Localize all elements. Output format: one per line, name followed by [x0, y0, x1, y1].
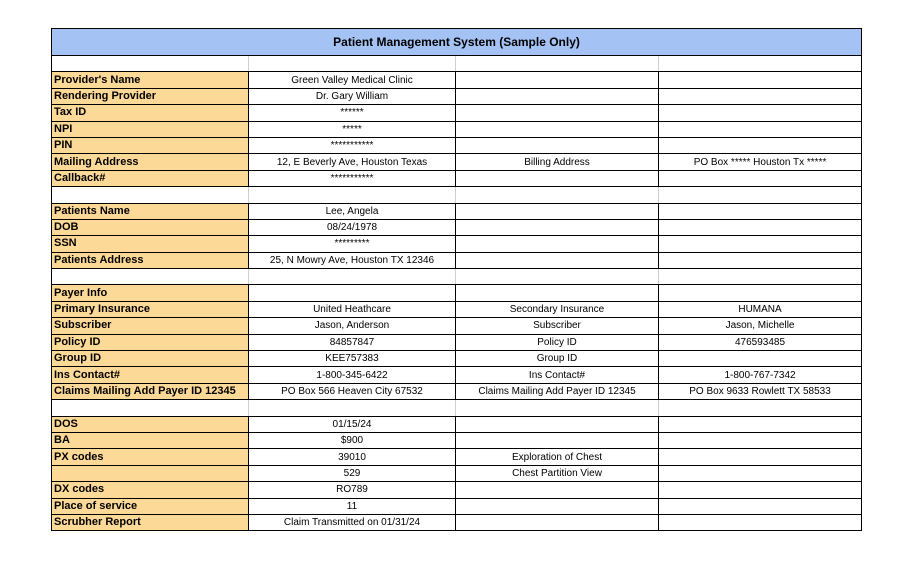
payer-info-label[interactable]: Payer Info	[52, 285, 249, 301]
secondary-policy-id-value[interactable]: 476593485	[659, 334, 862, 350]
empty-cell[interactable]	[249, 56, 456, 72]
empty-cell[interactable]	[456, 498, 659, 514]
table-row	[52, 170, 862, 186]
spreadsheet	[51, 28, 862, 531]
billing-address-value[interactable]: PO Box ***** Houston Tx *****	[659, 154, 862, 170]
empty-cell[interactable]	[659, 137, 862, 153]
empty-cell[interactable]	[456, 170, 659, 186]
scrubber-report-value[interactable]: Claim Transmitted on 01/31/24	[249, 514, 456, 530]
table-row	[52, 318, 862, 334]
table-row	[52, 285, 862, 301]
empty-cell[interactable]	[659, 449, 862, 465]
dos-value[interactable]: 01/15/24	[249, 416, 456, 432]
policy-id-label[interactable]: Policy ID	[52, 334, 249, 350]
empty-cell[interactable]	[659, 187, 862, 203]
secondary-ins-contact-label[interactable]: Ins Contact#	[456, 367, 659, 383]
tax-id-label[interactable]: Tax ID	[52, 105, 249, 121]
table-row	[52, 416, 862, 432]
table-row	[52, 334, 862, 350]
empty-cell[interactable]	[456, 121, 659, 137]
scrubber-report-label[interactable]: Scrubher Report	[52, 514, 249, 530]
secondary-claims-mailing-label[interactable]: Claims Mailing Add Payer ID 12345	[456, 383, 659, 399]
empty-row	[52, 269, 862, 285]
table-row	[52, 236, 862, 252]
empty-cell[interactable]	[456, 203, 659, 219]
secondary-claims-mailing-value[interactable]: PO Box 9633 Rowlett TX 58533	[659, 383, 862, 399]
table-row	[52, 432, 862, 448]
patients-name-value[interactable]: Lee, Angela	[249, 203, 456, 219]
claims-mailing-label[interactable]: Claims Mailing Add Payer ID 12345	[52, 383, 249, 399]
table-row	[52, 252, 862, 268]
empty-cell[interactable]	[659, 482, 862, 498]
empty-cell[interactable]	[456, 514, 659, 530]
ins-contact-label[interactable]: Ins Contact#	[52, 367, 249, 383]
empty-cell[interactable]	[456, 88, 659, 104]
policy-id-value[interactable]: 84857847	[249, 334, 456, 350]
rendering-provider-label[interactable]: Rendering Provider	[52, 88, 249, 104]
empty-cell[interactable]	[456, 252, 659, 268]
pin-value[interactable]: ***********	[249, 137, 456, 153]
sheet-title[interactable]: Patient Management System (Sample Only)	[52, 29, 862, 56]
patients-name-label[interactable]: Patients Name	[52, 203, 249, 219]
title-row	[52, 29, 862, 56]
mailing-address-label[interactable]: Mailing Address	[52, 154, 249, 170]
empty-cell[interactable]	[659, 514, 862, 530]
npi-value[interactable]: *****	[249, 121, 456, 137]
empty-cell[interactable]	[456, 236, 659, 252]
table-row	[52, 367, 862, 383]
group-id-value[interactable]: KEE757383	[249, 351, 456, 367]
table-row	[52, 482, 862, 498]
empty-cell[interactable]	[456, 137, 659, 153]
empty-cell[interactable]	[659, 400, 862, 416]
ba-label[interactable]: BA	[52, 432, 249, 448]
subscriber-label[interactable]: Subscriber	[52, 318, 249, 334]
table-row	[52, 219, 862, 235]
empty-cell[interactable]	[659, 269, 862, 285]
callback-value[interactable]: ***********	[249, 170, 456, 186]
px-code-value[interactable]: 529	[249, 465, 456, 481]
px-code-description[interactable]: Exploration of Chest	[456, 449, 659, 465]
secondary-insurance-label[interactable]: Secondary Insurance	[456, 301, 659, 317]
empty-cell[interactable]	[456, 482, 659, 498]
secondary-ins-contact-value[interactable]: 1-800-767-7342	[659, 367, 862, 383]
empty-cell[interactable]	[456, 285, 659, 301]
empty-cell[interactable]	[456, 432, 659, 448]
pin-label[interactable]: PIN	[52, 137, 249, 153]
empty-cell[interactable]	[659, 432, 862, 448]
table-row	[52, 105, 862, 121]
empty-cell[interactable]	[659, 170, 862, 186]
empty-cell[interactable]	[659, 121, 862, 137]
npi-label[interactable]: NPI	[52, 121, 249, 137]
empty-row	[52, 187, 862, 203]
empty-cell[interactable]	[659, 285, 862, 301]
empty-cell[interactable]	[659, 498, 862, 514]
empty-cell[interactable]	[659, 105, 862, 121]
claims-mailing-value[interactable]: PO Box 566 Heaven City 67532	[249, 383, 456, 399]
primary-insurance-label[interactable]: Primary Insurance	[52, 301, 249, 317]
empty-cell[interactable]	[249, 269, 456, 285]
empty-cell[interactable]	[249, 285, 456, 301]
mailing-address-value[interactable]: 12, E Beverly Ave, Houston Texas	[249, 154, 456, 170]
ba-value[interactable]: $900	[249, 432, 456, 448]
empty-row	[52, 56, 862, 72]
empty-label-cell[interactable]	[52, 465, 249, 481]
empty-cell[interactable]	[456, 72, 659, 88]
ssn-value[interactable]: *********	[249, 236, 456, 252]
empty-cell[interactable]	[659, 465, 862, 481]
table-row	[52, 121, 862, 137]
px-code-description[interactable]: Chest Partition View	[456, 465, 659, 481]
empty-cell[interactable]	[659, 56, 862, 72]
empty-cell[interactable]	[659, 416, 862, 432]
empty-cell[interactable]	[659, 219, 862, 235]
patients-address-value[interactable]: 25, N Mowry Ave, Houston TX 12346	[249, 252, 456, 268]
table-row	[52, 449, 862, 465]
group-id-label[interactable]: Group ID	[52, 351, 249, 367]
table-row	[52, 383, 862, 399]
secondary-subscriber-label[interactable]: Subscriber	[456, 318, 659, 334]
secondary-group-id-value[interactable]	[659, 351, 862, 367]
empty-cell[interactable]	[456, 105, 659, 121]
place-of-service-value[interactable]: 11	[249, 498, 456, 514]
empty-cell[interactable]	[456, 56, 659, 72]
table-row	[52, 203, 862, 219]
table-row	[52, 498, 862, 514]
tax-id-value[interactable]: ******	[249, 105, 456, 121]
empty-cell[interactable]	[52, 187, 249, 203]
empty-cell[interactable]	[659, 252, 862, 268]
providers-name-value[interactable]: Green Valley Medical Clinic	[249, 72, 456, 88]
empty-row	[52, 400, 862, 416]
empty-cell[interactable]	[456, 269, 659, 285]
empty-cell[interactable]	[52, 269, 249, 285]
px-code-value[interactable]: 39010	[249, 449, 456, 465]
empty-cell[interactable]	[456, 416, 659, 432]
empty-cell[interactable]	[659, 88, 862, 104]
billing-address-label[interactable]: Billing Address	[456, 154, 659, 170]
secondary-group-id-label[interactable]: Group ID	[456, 351, 659, 367]
table-row	[52, 72, 862, 88]
empty-cell[interactable]	[456, 187, 659, 203]
empty-cell[interactable]	[659, 236, 862, 252]
subscriber-value[interactable]: Jason, Anderson	[249, 318, 456, 334]
empty-cell[interactable]	[249, 187, 456, 203]
dob-label[interactable]: DOB	[52, 219, 249, 235]
empty-cell[interactable]	[456, 219, 659, 235]
dob-value[interactable]: 08/24/1978	[249, 219, 456, 235]
px-codes-label[interactable]: PX codes	[52, 449, 249, 465]
secondary-insurance-value[interactable]: HUMANA	[659, 301, 862, 317]
secondary-subscriber-value[interactable]: Jason, Michelle	[659, 318, 862, 334]
empty-cell[interactable]	[659, 72, 862, 88]
empty-cell[interactable]	[456, 400, 659, 416]
dx-codes-label[interactable]: DX codes	[52, 482, 249, 498]
patients-address-label[interactable]: Patients Address	[52, 252, 249, 268]
rendering-provider-value[interactable]: Dr. Gary William	[249, 88, 456, 104]
empty-cell[interactable]	[659, 203, 862, 219]
table-row	[52, 301, 862, 317]
table-row	[52, 465, 862, 481]
dos-label[interactable]: DOS	[52, 416, 249, 432]
empty-cell[interactable]	[52, 56, 249, 72]
primary-insurance-value[interactable]: United Heathcare	[249, 301, 456, 317]
callback-label[interactable]: Callback#	[52, 170, 249, 186]
table-row	[52, 88, 862, 104]
table-row	[52, 514, 862, 530]
table-row	[52, 154, 862, 170]
place-of-service-label[interactable]: Place of service	[52, 498, 249, 514]
patient-table	[51, 28, 862, 531]
ssn-label[interactable]: SSN	[52, 236, 249, 252]
dx-code-value[interactable]: RO789	[249, 482, 456, 498]
empty-cell[interactable]	[249, 400, 456, 416]
ins-contact-value[interactable]: 1-800-345-6422	[249, 367, 456, 383]
table-row	[52, 351, 862, 367]
secondary-policy-id-label[interactable]: Policy ID	[456, 334, 659, 350]
table-row	[52, 137, 862, 153]
empty-cell[interactable]	[52, 400, 249, 416]
providers-name-label[interactable]: Provider's Name	[52, 72, 249, 88]
